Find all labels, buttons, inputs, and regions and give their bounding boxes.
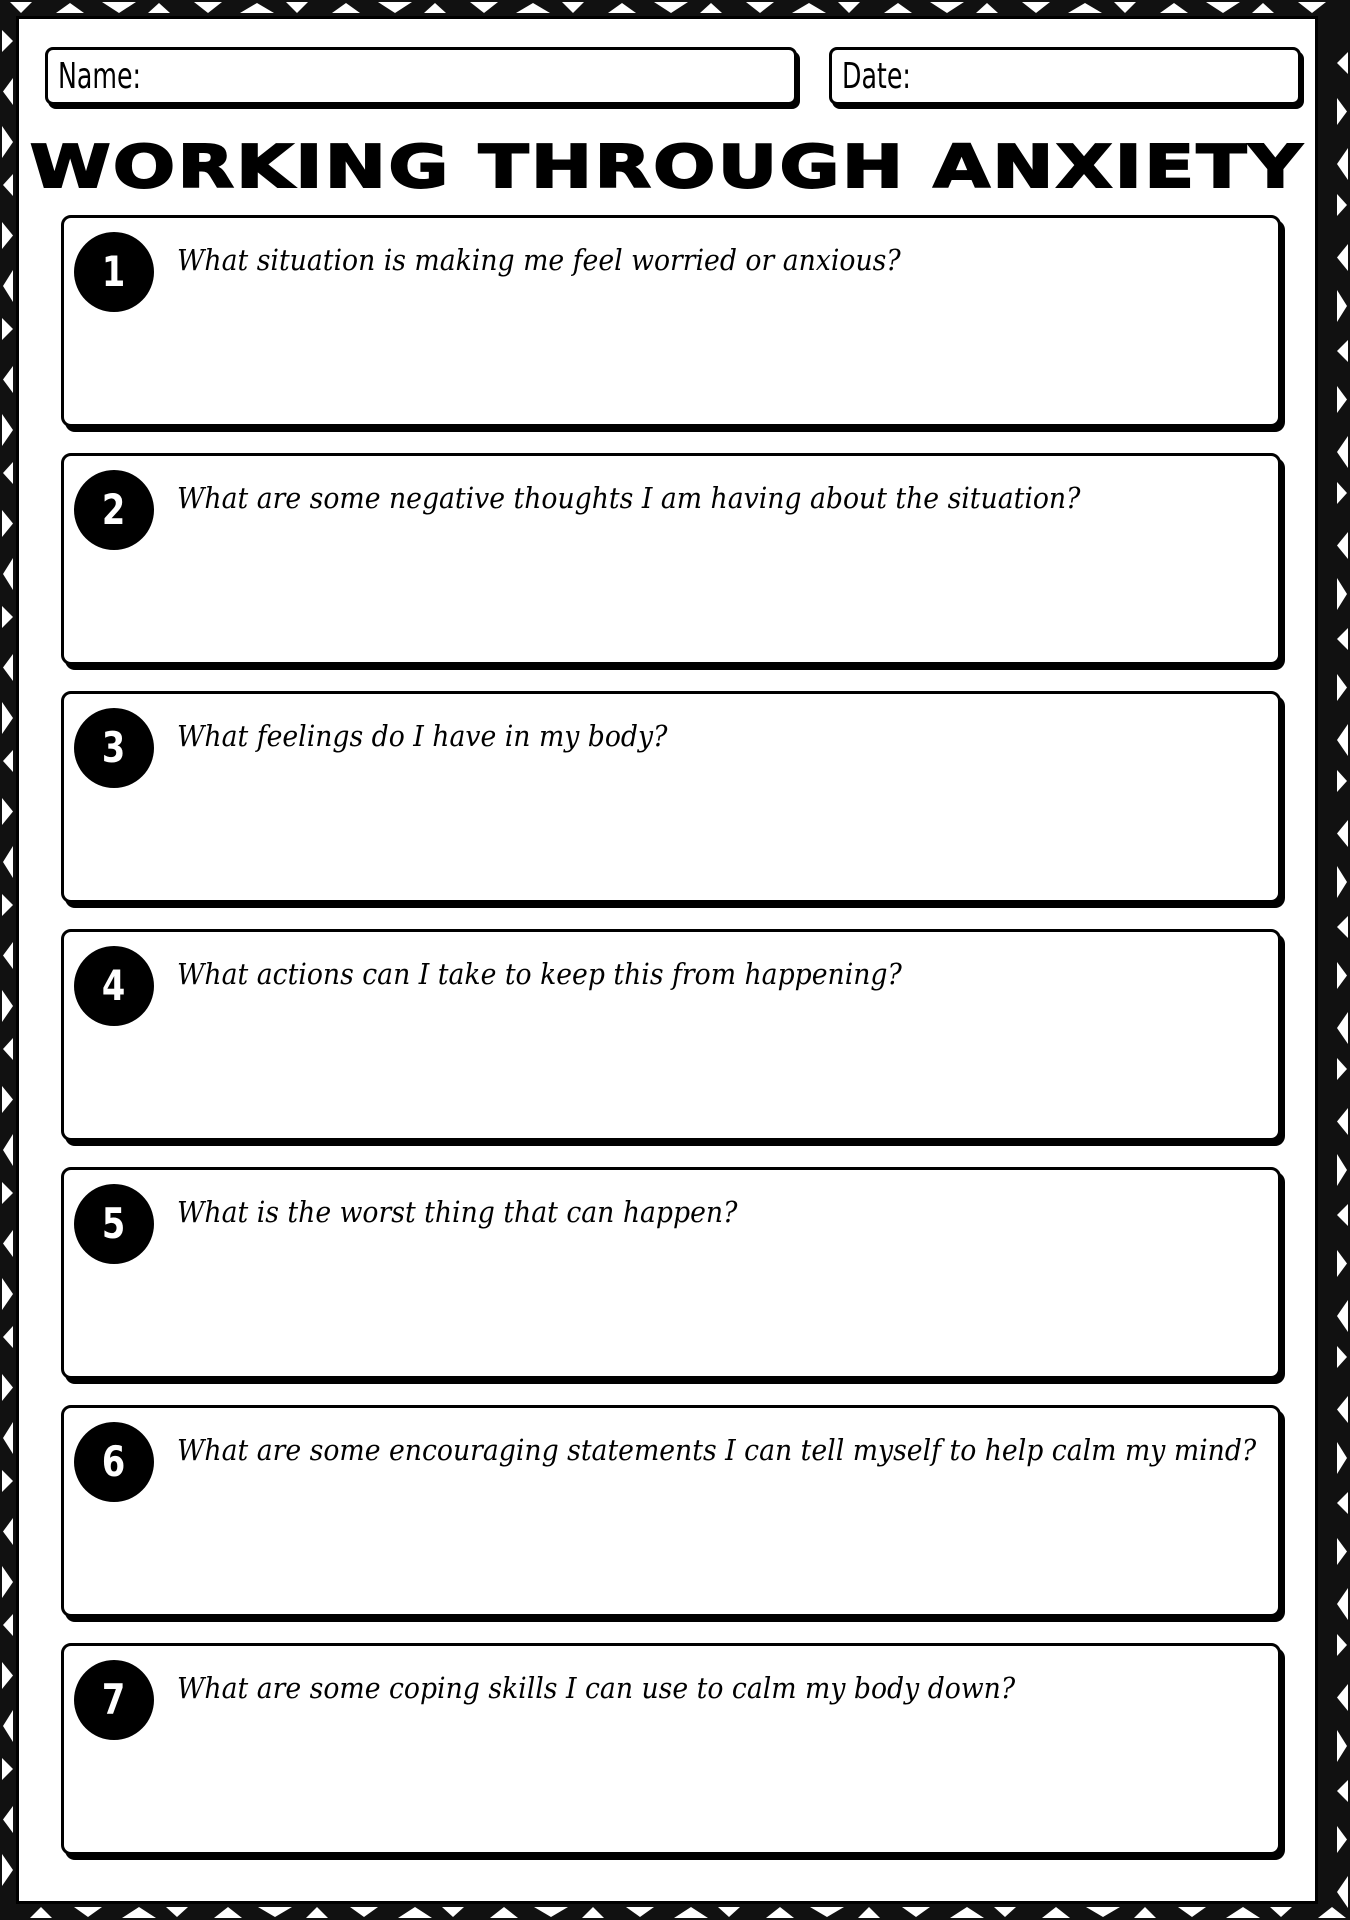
border-wedge <box>3 1422 13 1454</box>
border-wedge <box>1337 1108 1348 1135</box>
border-wedge <box>2 414 13 446</box>
border-wedge <box>976 3 998 13</box>
border-wedge <box>2 1374 13 1401</box>
border-wedge <box>3 366 13 393</box>
border-wedge <box>1298 2 1326 13</box>
border-wedge <box>1337 724 1348 756</box>
border-wedge <box>838 2 860 13</box>
border-wedge <box>1337 628 1348 650</box>
border-wedge <box>1337 1684 1348 1711</box>
border-wedge <box>3 78 13 105</box>
border-wedge <box>1337 1058 1347 1080</box>
border-wedge <box>148 3 170 13</box>
border-wedge <box>3 846 13 878</box>
border-wedge <box>858 1907 880 1918</box>
border-wedge <box>286 2 308 13</box>
border-wedge <box>1337 436 1348 468</box>
border-wedge <box>582 1907 604 1918</box>
border-wedge <box>902 1907 930 1917</box>
question-text: What actions can I take to keep this from happening? <box>177 957 902 991</box>
border-wedge <box>56 3 84 13</box>
border-wedge <box>1337 1634 1347 1656</box>
border-wedge <box>378 2 412 13</box>
border-wedge <box>1337 52 1348 74</box>
border-wedge <box>2 798 13 825</box>
border-wedge <box>470 2 498 13</box>
border-wedge <box>3 558 13 590</box>
border-wedge <box>122 1907 156 1918</box>
border-wedge <box>2 510 13 537</box>
border-wedge <box>1337 1300 1348 1332</box>
border-wedge <box>2 1470 13 1492</box>
question-number-badge: 3 <box>74 708 154 788</box>
border-wedge <box>1337 1780 1348 1802</box>
border-wedge <box>194 2 222 13</box>
border-wedge <box>1337 866 1347 898</box>
border-wedge <box>240 3 274 13</box>
border-wedge <box>490 1907 518 1918</box>
border-wedge <box>766 1907 794 1918</box>
border-wedge <box>718 1907 740 1917</box>
border-wedge <box>608 3 636 13</box>
border-wedge <box>516 3 550 13</box>
border-wedge <box>1337 1154 1347 1186</box>
border-wedge <box>3 1710 13 1742</box>
question-box-5[interactable] <box>61 1167 1281 1379</box>
border-wedge <box>1042 1907 1070 1918</box>
border-wedge <box>1337 532 1348 559</box>
border-wedge <box>3 1230 13 1257</box>
border-wedge <box>2 894 13 916</box>
border-wedge <box>1337 1442 1347 1474</box>
border-wedge <box>1337 770 1347 792</box>
border-wedge <box>1337 820 1348 847</box>
border-wedge <box>1252 3 1274 13</box>
question-box-1[interactable] <box>61 215 1281 427</box>
question-text: What are some encouraging statements I can tell myself to help calm my mind? <box>177 1433 1257 1467</box>
border-wedge <box>700 3 722 13</box>
border-wedge <box>1337 1250 1347 1277</box>
question-number-badge: 7 <box>74 1660 154 1740</box>
question-text: What feelings do I have in my body? <box>177 719 668 753</box>
worksheet-page <box>16 16 1318 1904</box>
border-wedge <box>1160 3 1188 13</box>
question-box-7[interactable] <box>61 1643 1281 1855</box>
question-text: What situation is making me feel worried or anxious? <box>177 243 901 277</box>
border-wedge <box>2 1278 13 1310</box>
border-wedge <box>1086 1907 1120 1917</box>
question-box-2[interactable] <box>61 453 1281 665</box>
border-wedge <box>1337 1492 1348 1514</box>
border-wedge <box>398 1907 432 1918</box>
border-wedge <box>442 1907 464 1917</box>
border-wedge <box>3 1326 13 1348</box>
border-wedge <box>1022 2 1050 13</box>
border-wedge <box>2 1566 13 1598</box>
border-wedge <box>3 942 13 969</box>
question-number-badge: 2 <box>74 470 154 550</box>
border-wedge <box>2 1182 13 1204</box>
page-title: WORKING THROUGH ANXIETY <box>29 131 1305 202</box>
border-wedge <box>3 1518 13 1545</box>
border-wedge <box>1206 2 1240 13</box>
border-wedge <box>534 1907 568 1917</box>
border-wedge <box>994 1907 1016 1917</box>
border-wedge <box>3 750 13 772</box>
border-wedge <box>1318 1907 1346 1918</box>
border-wedge <box>3 1806 13 1833</box>
question-box-6[interactable] <box>61 1405 1281 1617</box>
border-wedge <box>1337 1204 1348 1226</box>
question-text: What are some negative thoughts I am having about the situation? <box>177 481 1081 515</box>
question-box-4[interactable] <box>61 929 1281 1141</box>
border-wedge <box>3 462 13 484</box>
border-wedge <box>2 990 13 1022</box>
border-wedge <box>2 318 13 340</box>
border-wedge <box>1337 482 1347 504</box>
border-wedge <box>258 1907 292 1917</box>
question-number-badge: 4 <box>74 946 154 1026</box>
border-wedge <box>1114 2 1136 13</box>
border-wedge <box>1337 340 1348 362</box>
border-wedge <box>1337 1012 1348 1044</box>
question-number-badge: 6 <box>74 1422 154 1502</box>
name-field[interactable] <box>45 47 797 105</box>
date-label: Date: <box>842 56 911 97</box>
border-wedge <box>1178 1907 1206 1917</box>
border-wedge <box>950 1907 984 1918</box>
border-wedge <box>1337 1538 1347 1565</box>
border-wedge <box>746 2 774 13</box>
border-wedge <box>332 3 360 13</box>
border-wedge <box>1270 1907 1292 1917</box>
border-wedge <box>1337 1396 1348 1423</box>
border-wedge <box>1337 244 1348 271</box>
border-wedge <box>1337 578 1347 610</box>
question-text: What are some coping skills I can use to calm my body down? <box>177 1671 1016 1705</box>
border-wedge <box>1226 1907 1260 1918</box>
question-box-3[interactable] <box>61 691 1281 903</box>
border-wedge <box>1337 386 1347 413</box>
border-wedge <box>1337 1876 1348 1908</box>
border-wedge <box>1337 98 1347 125</box>
border-wedge <box>3 1134 13 1166</box>
border-wedge <box>1337 1826 1347 1853</box>
border-wedge <box>2 30 13 52</box>
border-wedge <box>1337 290 1347 322</box>
question-number-badge: 1 <box>74 232 154 312</box>
border-wedge <box>424 3 446 13</box>
border-wedge <box>626 1907 654 1917</box>
border-wedge <box>10 2 32 13</box>
border-wedge <box>30 1907 52 1918</box>
question-text: What is the worst thing that can happen? <box>177 1195 738 1229</box>
border-wedge <box>654 2 688 13</box>
border-wedge <box>3 1038 13 1060</box>
border-wedge <box>74 1907 102 1917</box>
border-wedge <box>306 1907 328 1918</box>
date-field[interactable] <box>829 47 1301 105</box>
border-wedge <box>102 2 136 13</box>
border-wedge <box>2 1758 13 1780</box>
border-wedge <box>214 1907 242 1918</box>
border-wedge <box>792 3 826 13</box>
border-wedge <box>1337 1588 1348 1620</box>
border-wedge <box>884 3 912 13</box>
border-wedge <box>350 1907 378 1917</box>
border-wedge <box>1337 916 1348 938</box>
border-wedge <box>3 270 13 302</box>
border-wedge <box>810 1907 844 1917</box>
border-wedge <box>1337 1346 1347 1368</box>
border-wedge <box>2 606 13 628</box>
border-wedge <box>1337 674 1347 701</box>
name-label: Name: <box>58 56 142 97</box>
border-wedge <box>1337 1730 1347 1762</box>
border-wedge <box>1337 962 1347 989</box>
border-wedge <box>3 1614 13 1636</box>
border-wedge <box>3 654 13 681</box>
border-wedge <box>2 1662 13 1689</box>
border-wedge <box>2 222 13 249</box>
question-number-badge: 5 <box>74 1184 154 1264</box>
border-wedge <box>1068 3 1102 13</box>
border-wedge <box>2 1086 13 1113</box>
border-wedge <box>1134 1907 1156 1918</box>
border-wedge <box>674 1907 708 1918</box>
border-wedge <box>2 702 13 734</box>
border-wedge <box>930 2 964 13</box>
border-wedge <box>166 1907 188 1917</box>
border-wedge <box>2 1854 13 1886</box>
border-wedge <box>562 2 584 13</box>
